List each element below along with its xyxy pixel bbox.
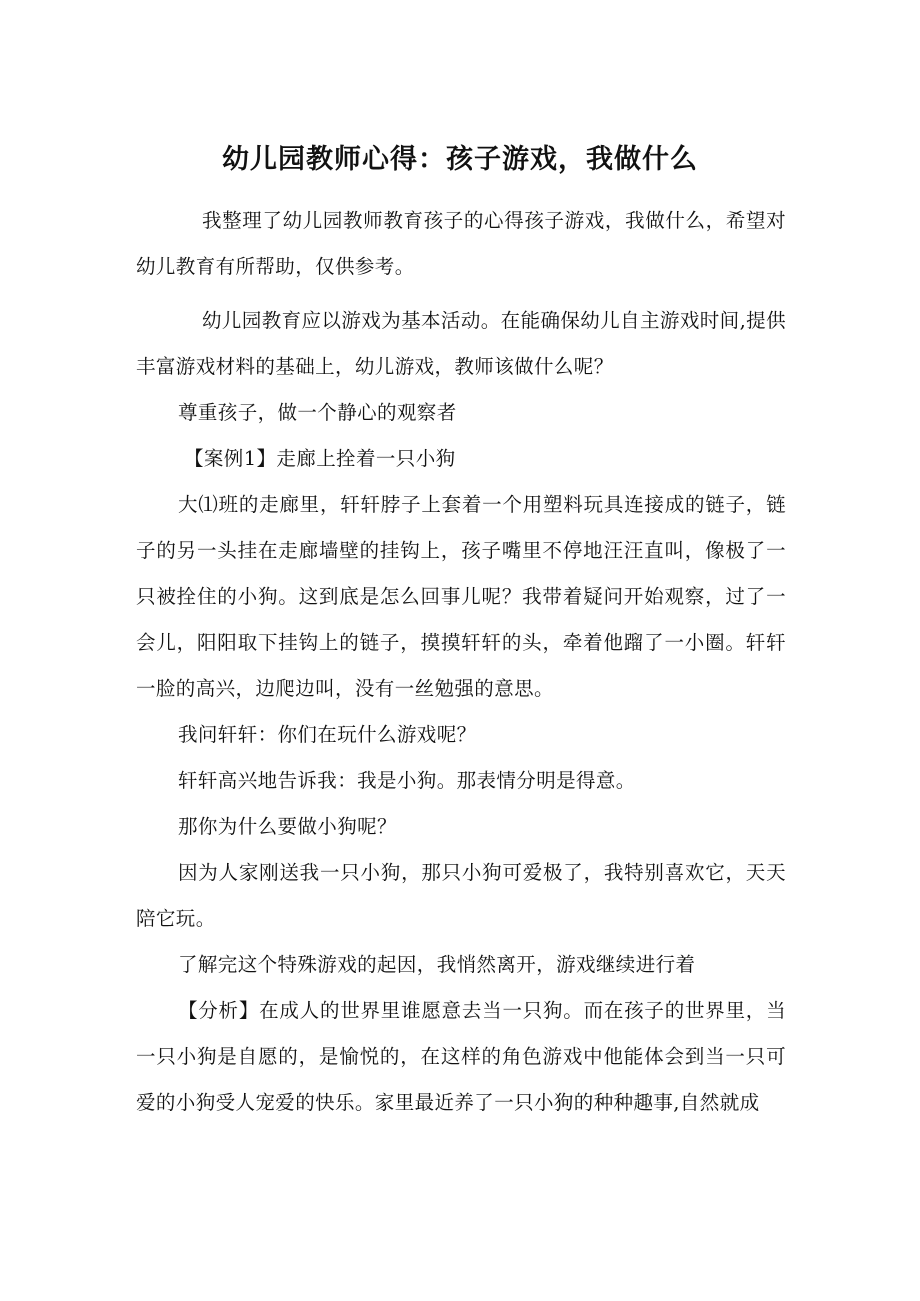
paragraph-question-1: 我问轩轩：你们在玩什么游戏呢？ [178,723,477,746]
paragraph-analysis: 【分析】在成人的世界里谁愿意去当一只狗。而在孩子的世界里，当一只小狗是自愿的，是愉悦的，在这样的角色游戏中他能体会到当一只可爱的小狗受人宠爱的快乐。家里最近养了一只小狗的种种趣事,自然就成 [136,999,786,1114]
paragraph-answer-1: 轩轩高兴地告诉我：我是小狗。那表情分明是得意。 [178,769,636,792]
paragraph-answer-2: 因为人家刚送我一只小狗，那只小狗可爱极了，我特别喜欢它，天天陪它玩。 [136,861,786,930]
paragraph-leave: 了解完这个特殊游戏的起因，我悄然离开，游戏继续进行着 [178,953,696,976]
document-title: 幼儿园教师心得：孩子游戏，我做什么 [222,144,698,175]
paragraph-question-2: 那你为什么要做小狗呢？ [178,815,397,838]
paragraph-case-story: 大⑴班的走廊里，轩轩脖子上套着一个用塑料玩具连接成的链子，链子的另一头挂在走廊墙壁的挂钩上，孩子嘴里不停地汪汪直叫，像极了一只被拴住的小狗。这到底是怎么回事儿呢？我带着疑问开始观察，过了一会儿，阳阳取下挂钩上的链子，摸摸轩轩的头，牵着他蹓了一小圈。轩轩一脸的高兴，边爬边叫，没有一丝勉强的意思。 [136,493,786,700]
section-heading: 尊重孩子，做一个静心的观察者 [178,401,457,424]
document-body [136,198,786,1126]
case-heading: 【案例1】走廊上拴着一只小狗 [184,447,456,470]
paragraph-principle: 幼儿园教育应以游戏为基本活动。在能确保幼儿自主游戏时间,提供丰富游戏材料的基础上，幼儿游戏，教师该做什么呢？ [136,309,786,378]
paragraph-intro: 我整理了幼儿园教师教育孩子的心得孩子游戏，我做什么，希望对幼儿教育有所帮助，仅供参考。 [136,209,786,278]
